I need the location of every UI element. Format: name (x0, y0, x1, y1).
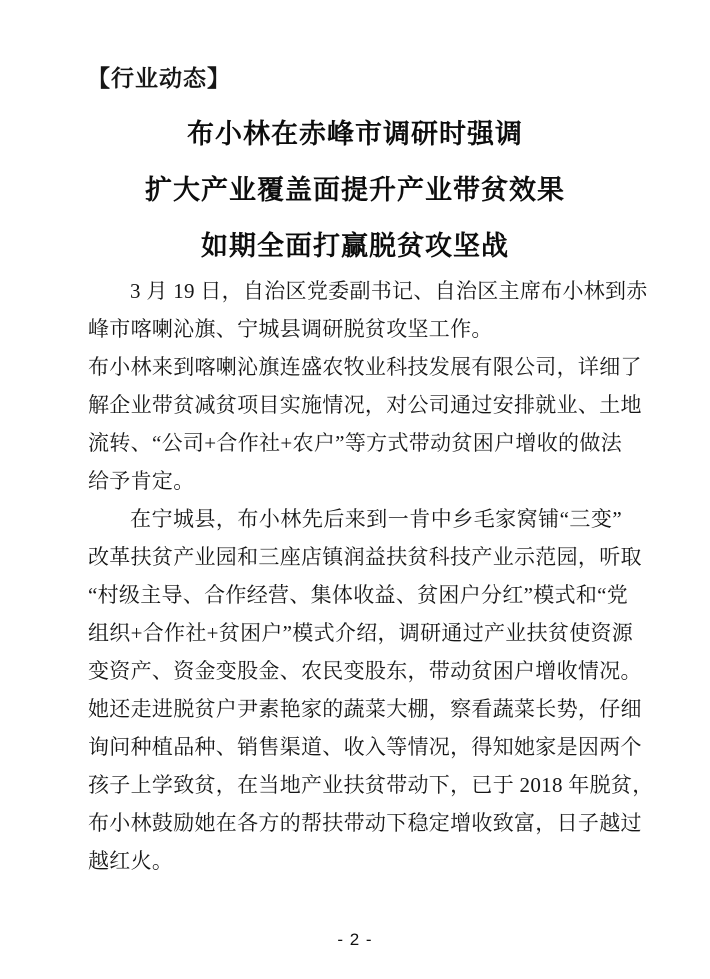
title-line-1: 布小林在赤峰市调研时强调 (187, 119, 523, 149)
body-line: 解企业带贫减贫项目实施情况，对公司通过安排就业、土地 (88, 393, 642, 417)
body-line: 布小林来到喀喇沁旗连盛农牧业科技发展有限公司，详细了 (88, 355, 642, 379)
body-line: 询问种植品种、销售渠道、收入等情况，得知她家是因两个 (88, 735, 642, 759)
body-line: 组织+合作社+贫困户”模式介绍，调研通过产业扶贫使资源 (88, 621, 634, 645)
body-line: 3 月 19 日，自治区党委副书记、自治区主席布小林到赤 (130, 279, 648, 303)
body-line: 峰市喀喇沁旗、宁城县调研脱贫攻坚工作。 (88, 317, 493, 341)
title-line-3: 如期全面打赢脱贫攻坚战 (201, 231, 509, 261)
body-line: 她还走进脱贫户尹素艳家的蔬菜大棚，察看蔬菜长势，仔细 (88, 697, 642, 721)
paragraph-1 (88, 272, 648, 348)
section-tag: 【行业动态】 (87, 65, 231, 91)
title-line-2: 扩大产业覆盖面提升产业带贫效果 (145, 175, 565, 205)
article-title (88, 106, 622, 274)
body-line: 变资产、资金变股金、农民变股东，带动贫困户增收情况。 (88, 659, 642, 683)
paragraph-2 (88, 348, 642, 500)
body-line: 流转、“公司+合作社+农户”等方式带动贫困户增收的做法 (88, 431, 622, 455)
paragraph-3 (88, 500, 654, 880)
article-body (88, 272, 654, 880)
body-line: 孩子上学致贫，在当地产业扶贫带动下，已于 2018 年脱贫， (88, 773, 654, 797)
body-line: 改革扶贫产业园和三座店镇润益扶贫科技产业示范园，听取 (88, 545, 642, 569)
body-line: 越红火。 (88, 849, 174, 873)
body-line: 给予肯定。 (88, 469, 195, 493)
body-line: “村级主导、合作经营、集体收益、贫困户分红”模式和“党 (88, 583, 629, 607)
page-number: - 2 - (337, 930, 373, 949)
body-line: 布小林鼓励她在各方的帮扶带动下稳定增收致富，日子越过 (88, 811, 642, 835)
body-line: 在宁城县，布小林先后来到一肯中乡毛家窝铺“三变” (130, 507, 622, 531)
